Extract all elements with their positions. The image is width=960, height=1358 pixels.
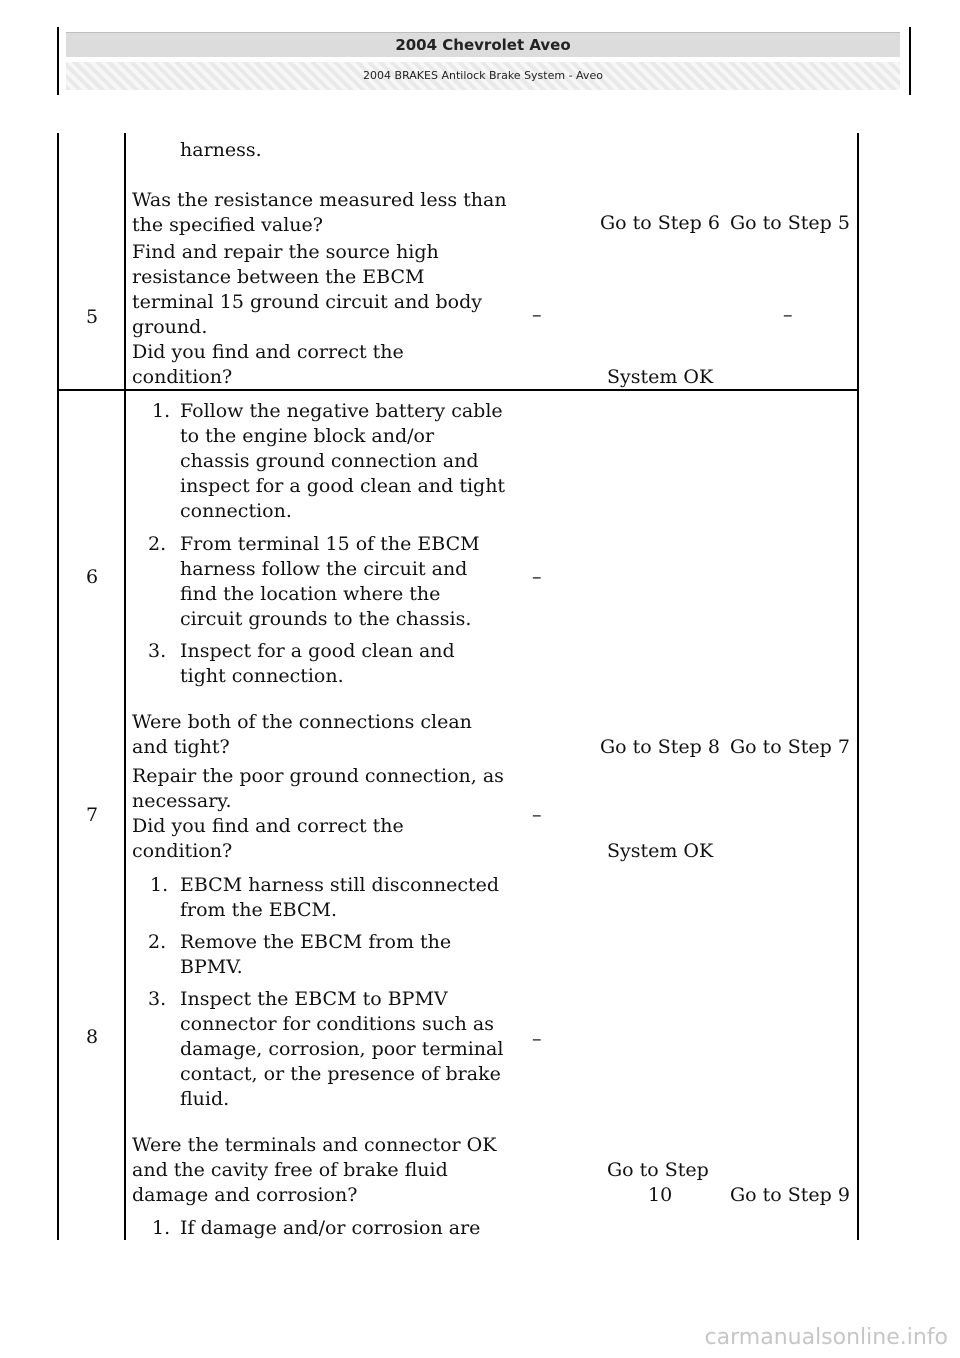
yes-action: System OK <box>607 366 714 388</box>
list-number: 2. <box>148 931 167 953</box>
list-item: circuit grounds to the chassis. <box>180 608 472 630</box>
list-item: Inspect the EBCM to BPMV <box>180 988 448 1010</box>
list-item: damage, corrosion, poor terminal <box>180 1038 504 1060</box>
document-subtitle: 2004 BRAKES Antilock Brake System - Aveo <box>66 62 900 90</box>
list-item: to the engine block and/or <box>180 425 435 447</box>
step-question: condition? <box>132 840 233 862</box>
list-item: BPMV. <box>180 956 243 978</box>
document-title: 2004 Chevrolet Aveo <box>66 32 900 57</box>
step-question: Did you find and correct the <box>132 341 404 363</box>
step-question: and tight? <box>132 736 230 758</box>
list-item: fluid. <box>180 1088 230 1110</box>
list-item: contact, or the presence of brake <box>180 1063 501 1085</box>
step-question: the specified value? <box>132 214 323 236</box>
no-action: Go to Step 9 <box>730 1184 850 1206</box>
list-item: tight connection. <box>180 665 344 687</box>
yes-action: 10 <box>648 1184 673 1206</box>
list-item: EBCM harness still disconnected <box>180 874 500 896</box>
list-number: 1. <box>150 874 169 896</box>
no-action: – <box>783 304 793 326</box>
list-number: 3. <box>148 640 167 662</box>
step-text: Repair the poor ground connection, as <box>132 765 504 787</box>
step-text: necessary. <box>132 790 232 812</box>
list-number: 1. <box>152 400 171 422</box>
step-question: Was the resistance measured less than <box>132 189 507 211</box>
list-number: 2. <box>148 533 167 555</box>
list-item: harness follow the circuit and <box>180 558 468 580</box>
value-cell: – <box>532 1028 542 1050</box>
step-number: 5 <box>85 306 99 328</box>
list-item: connection. <box>180 500 292 522</box>
value-cell: – <box>532 804 542 826</box>
step-question: and the cavity free of brake fluid <box>132 1159 448 1181</box>
step-question: Did you find and correct the <box>132 815 404 837</box>
value-cell: – <box>532 566 542 588</box>
list-item: If damage and/or corrosion are <box>180 1217 481 1239</box>
list-number: 3. <box>148 988 167 1010</box>
list-item: Inspect for a good clean and <box>180 640 455 662</box>
step-text: Find and repair the source high <box>132 241 439 263</box>
table-border-right <box>857 133 859 1240</box>
yes-action: System OK <box>607 840 714 862</box>
list-item: find the location where the <box>180 583 441 605</box>
yes-action: Go to Step 8 <box>600 736 720 758</box>
step-number: 6 <box>85 566 99 588</box>
list-item: Follow the negative battery cable <box>180 400 503 422</box>
list-item: Remove the EBCM from the <box>180 931 452 953</box>
step-question: condition? <box>132 366 233 388</box>
list-item: inspect for a good clean and tight <box>180 475 506 497</box>
value-cell: – <box>532 304 542 326</box>
step-question: Were both of the connections clean <box>132 711 472 733</box>
no-action: Go to Step 7 <box>730 736 850 758</box>
step-text: ground. <box>132 316 208 338</box>
step-text: terminal 15 ground circuit and body <box>132 291 483 313</box>
table-column-divider <box>124 133 126 1240</box>
list-number: 1. <box>152 1217 171 1239</box>
list-item: From terminal 15 of the EBCM <box>180 533 480 555</box>
list-item: chassis ground connection and <box>180 450 479 472</box>
step-number: 7 <box>85 804 99 826</box>
list-item: connector for conditions such as <box>180 1013 494 1035</box>
step-question: Were the terminals and connector OK <box>132 1134 497 1156</box>
step-text: harness. <box>180 139 262 161</box>
watermark: carmanualsonline.info <box>704 1325 948 1350</box>
step-question: damage and corrosion? <box>132 1184 358 1206</box>
step-number: 8 <box>85 1026 99 1048</box>
no-action: Go to Step 5 <box>730 212 850 234</box>
yes-action: Go to Step 6 <box>600 212 720 234</box>
list-item: from the EBCM. <box>180 899 337 921</box>
table-border-left <box>57 133 59 1240</box>
step-text: resistance between the EBCM <box>132 266 425 288</box>
yes-action: Go to Step <box>607 1159 709 1181</box>
